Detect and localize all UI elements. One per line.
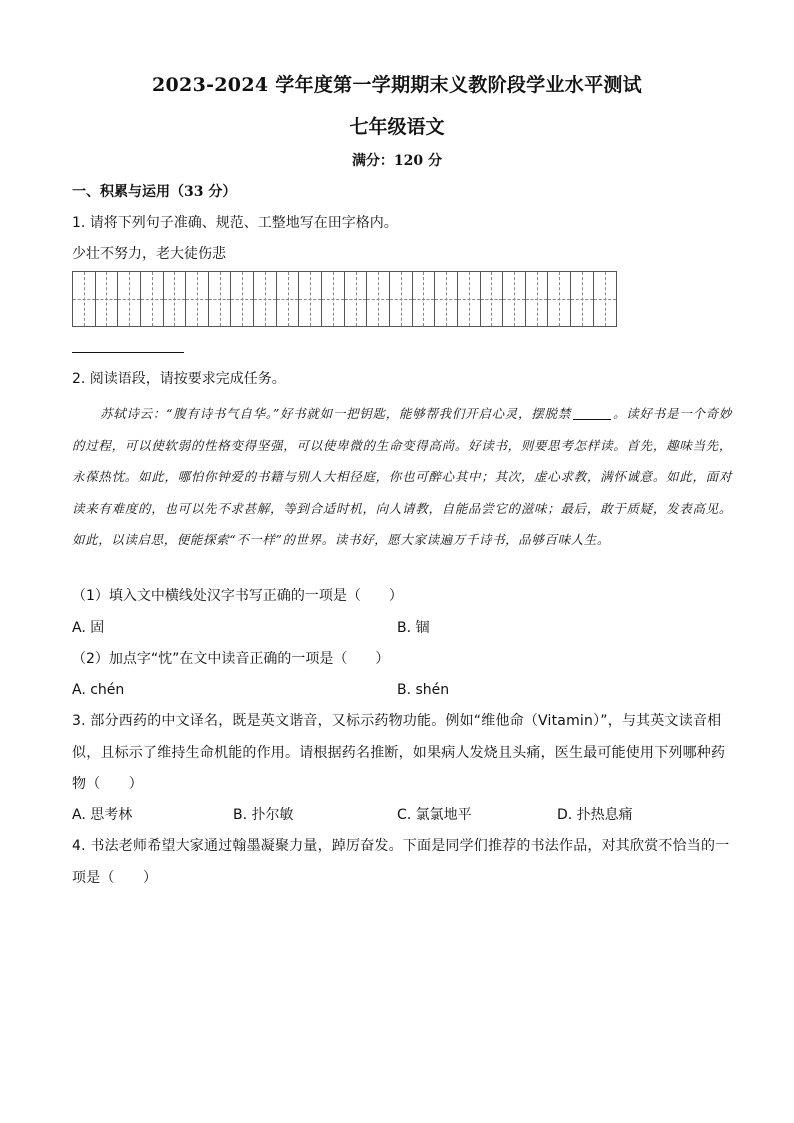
section-heading: 一、积累与运用（33 分） xyxy=(72,184,237,200)
exam-subject: 七年级语文 xyxy=(349,116,445,138)
grid-cell[interactable] xyxy=(481,272,504,326)
q3-option-c[interactable]: C. 氯氯地平 xyxy=(397,807,472,823)
grid-cell[interactable] xyxy=(503,272,526,326)
full-score: 满分：120 分 xyxy=(351,153,443,169)
tianzige-grid[interactable] xyxy=(72,271,617,327)
q3-stem: 3. 部分西药的中文译名，既是英文谐音，又标示药物功能。例如“维他命（Vitamin）”，与其英文读音相似，且标示了维持生命机能的作用。请根据药名推断，如果病人发烧且头痛，医生最可能使用下列哪种药物（ ） xyxy=(72,713,726,792)
q2-passage xyxy=(72,398,732,556)
q1-stem: 1. 请将下列句子准确、规范、工整地写在田字格内。 xyxy=(72,215,398,231)
grid-cell[interactable] xyxy=(141,272,164,326)
exam-title: 2023-2024 学年度第一学期期末义教阶段学业水平测试 xyxy=(152,74,642,96)
grid-cell[interactable] xyxy=(458,272,481,326)
grid-cell[interactable] xyxy=(548,272,571,326)
grid-cell[interactable] xyxy=(299,272,322,326)
q2-sub1-stem: （1）填入文中横线处汉字书写正确的一项是（ ） xyxy=(72,588,403,604)
q3-option-a[interactable]: A. 思考林 xyxy=(72,807,133,823)
grid-cell[interactable] xyxy=(209,272,232,326)
grid-cell[interactable] xyxy=(413,272,436,326)
q2-sub2-stem: （2）加点字“忱”在文中读音正确的一项是（ ） xyxy=(72,651,390,667)
grid-cell[interactable] xyxy=(367,272,390,326)
q2-sub1-option-b[interactable]: B. 锢 xyxy=(397,620,430,636)
grid-cell[interactable] xyxy=(390,272,413,326)
grid-cell[interactable] xyxy=(254,272,277,326)
q1-sentence: 少壮不努力，老大徒伤悲 xyxy=(72,246,226,262)
q4-stem: 4. 书法老师希望大家通过翰墨凝聚力量，踔厉奋发。下面是同学们推荐的书法作品，对其欣赏不恰当的一项是（ ） xyxy=(72,838,730,886)
grid-cell[interactable] xyxy=(164,272,187,326)
grid-cell[interactable] xyxy=(526,272,549,326)
answer-rule xyxy=(72,352,184,353)
grid-cell[interactable] xyxy=(277,272,300,326)
passage-part1: 苏轼诗云：“腹有诗书气自华。”好书就如一把钥匙，能够帮我们开启心灵，摆脱禁 xyxy=(100,406,571,421)
q2-sub2-option-a[interactable]: A. chén xyxy=(72,682,125,698)
passage-part2: 。读好书是一个奇妙的过程，可以使软弱的性格变得坚强，可以使卑微的生命变得高尚。好读书，则要思考怎样读。首先，趣味当先，永葆热忱。如此，哪怕你钟爱的书籍与别人大相径庭，你也可醉心其中；其次，虚心求教，满怀诚意。如此，面对读来有难度的，也可以先不求甚解，等到合适时机，向人请教，自能品尝它的滋味；最后，敢于质疑，发表高见。如此，以读启思，便能探索“不一样”的世界。读书好，愿大家读遍万千诗书，品够百味人生。 xyxy=(72,406,733,547)
grid-cell[interactable] xyxy=(345,272,368,326)
q2-stem: 2. 阅读语段，请按要求完成任务。 xyxy=(72,371,286,387)
grid-cell[interactable] xyxy=(96,272,119,326)
q3-option-d[interactable]: D. 扑热息痛 xyxy=(557,807,633,823)
grid-cell[interactable] xyxy=(594,272,617,326)
grid-cell[interactable] xyxy=(571,272,594,326)
grid-cell[interactable] xyxy=(322,272,345,326)
grid-cell[interactable] xyxy=(231,272,254,326)
q2-sub2-option-b[interactable]: B. shén xyxy=(397,682,450,698)
grid-cell[interactable] xyxy=(118,272,141,326)
q3-option-b[interactable]: B. 扑尔敏 xyxy=(233,807,294,823)
grid-cell[interactable] xyxy=(435,272,458,326)
grid-cell[interactable] xyxy=(186,272,209,326)
passage-blank[interactable] xyxy=(573,405,611,420)
grid-cell[interactable] xyxy=(73,272,96,326)
q2-sub1-option-a[interactable]: A. 固 xyxy=(72,620,105,636)
